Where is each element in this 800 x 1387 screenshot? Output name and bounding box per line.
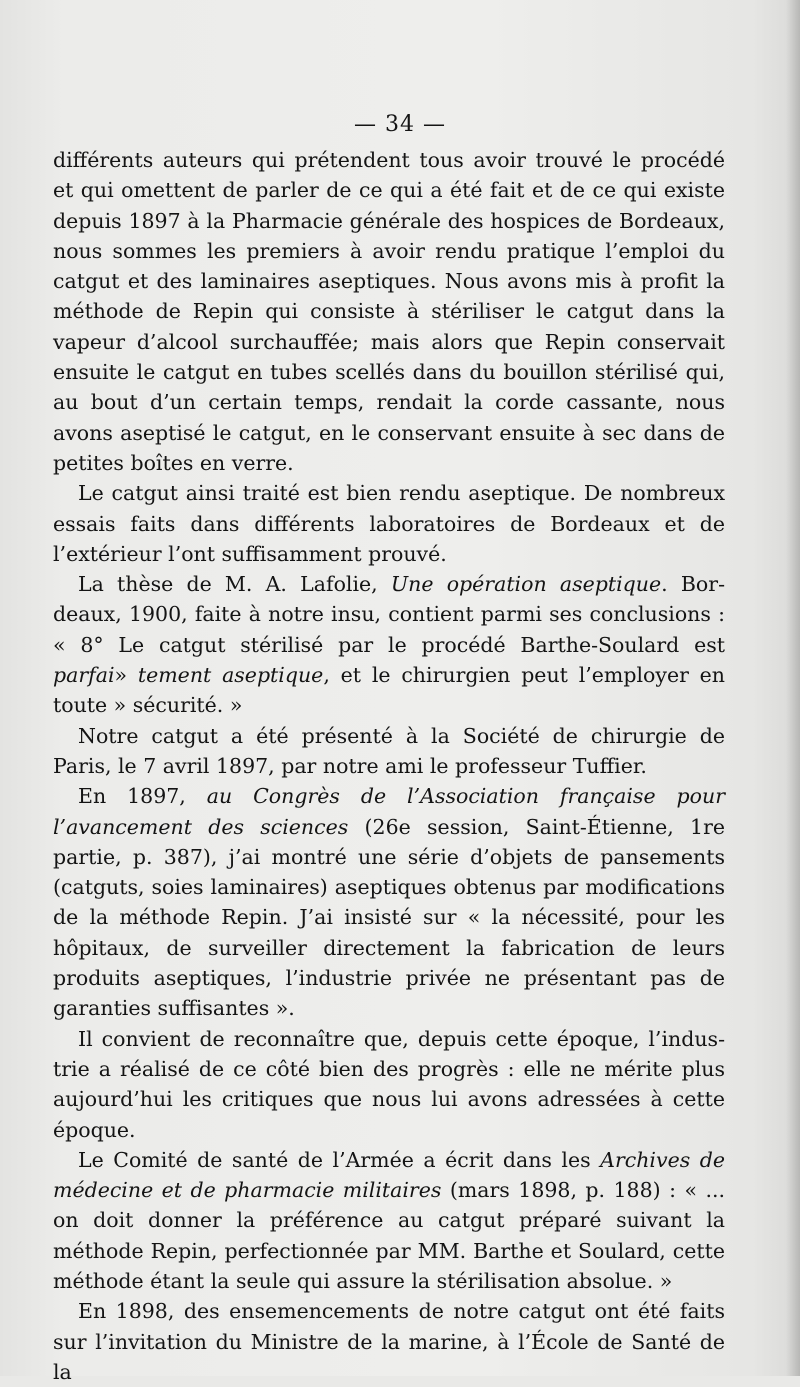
text-run: Le catgut ainsi traité est bien rendu aseptique. De nombreux essais faits dans différents laboratoires de Bordeaux et de l’extérieur l’ont suffisamment prouvé. xyxy=(53,481,725,566)
text-run: (mars 1898, p. 188) : « ... on doit donner la préférence au catgut préparé suivant la méthode Repin, perfectionnée par MM. Barthe et Soulard, cette méthode étant la seule qui assure la stérilisation absolue. » xyxy=(53,1178,725,1293)
text-run: Le Comité de santé de l’Armée a écrit dans les xyxy=(78,1147,601,1172)
italic-text: tement aseptique xyxy=(137,663,324,688)
paragraph xyxy=(53,569,725,720)
paragraph xyxy=(53,721,725,782)
text-run: (26e session, Saint-Étienne, 1re partie, p. 387), j’ai montré une série d’objets de pansements (catguts, soies laminaires) aseptiques obtenus par modifications de la méthode Repin. J’ai insisté sur « la nécessité, pour les hôpitaux, de surveiller directement la fabrication de leurs produits aseptiques, l’industrie privée ne présentant pas de garanties suffisantes ». xyxy=(53,814,726,1021)
italic-text: parfai xyxy=(53,663,115,688)
text-run: Notre catgut a été présenté à la Société de chirurgie de Paris, le 7 avril 1897, par notre ami le professeur Tuffier. xyxy=(53,723,725,778)
text-run: différents auteurs qui prétendent tous avoir trouvé le procédé et qui omettent de parler de ce qui a été fait et de ce qui existe depuis 1897 à la Pharmacie générale des hospices de Bordeaux, nous sommes les premiers à avoir rendu pratique l’emploi du catgut et des laminaires aseptiques. Nous avons mis à profit la méthode de Repin qui consiste à stériliser le catgut dans la vapeur d’alcool surchauffée; mais alors que Repin conservait ensuite le catgut en tubes scellés dans du bouillon stérilisé qui, au bout d’un certain temps, rendait la corde cassante, nous avons aseptisé le catgut, en le conservant ensuite à sec dans de petites boîtes en verre. xyxy=(53,148,725,475)
text-run: . Bordeaux, 1900, faite à notre insu, contient parmi ses conclusions : « 8° Le catgut stérilisé par le procédé Barthe-Soulard est xyxy=(53,572,725,657)
page-edge-shadow xyxy=(786,0,800,1376)
paragraph xyxy=(53,478,725,569)
text-run: Il convient de reconnaître que, depuis cette époque, l’industrie a réalisé de ce côté bien des progrès : elle ne mérite plus aujourd’hui les critiques que nous lui avons adressées à cette époque. xyxy=(53,1026,725,1142)
text-run: En 1897, xyxy=(78,784,207,809)
paragraph xyxy=(53,1024,725,1145)
text-run: » xyxy=(114,663,138,688)
page-number: — 34 — xyxy=(354,112,446,137)
italic-text: Une opération aseptique xyxy=(390,572,662,597)
paragraph xyxy=(53,781,725,1023)
text-run: , et le chirurgien peut l’employer en toute » sécurité. » xyxy=(53,663,726,718)
italic-text: Archives de médecine et de pharmacie militaires xyxy=(53,1147,725,1203)
paragraph xyxy=(53,1296,725,1387)
paragraph xyxy=(53,1145,725,1296)
text-run: La thèse de M. A. Lafolie, xyxy=(78,572,391,597)
paragraph xyxy=(53,145,725,478)
italic-text: au Congrès de l’Association française pour l’avancement des sciences xyxy=(53,784,725,839)
text-run: En 1898, des ensemencements de notre catgut ont été faits sur l’invitation du Ministre de la marine, à l’École de Santé de la xyxy=(53,1299,725,1384)
body-text xyxy=(53,145,725,1387)
